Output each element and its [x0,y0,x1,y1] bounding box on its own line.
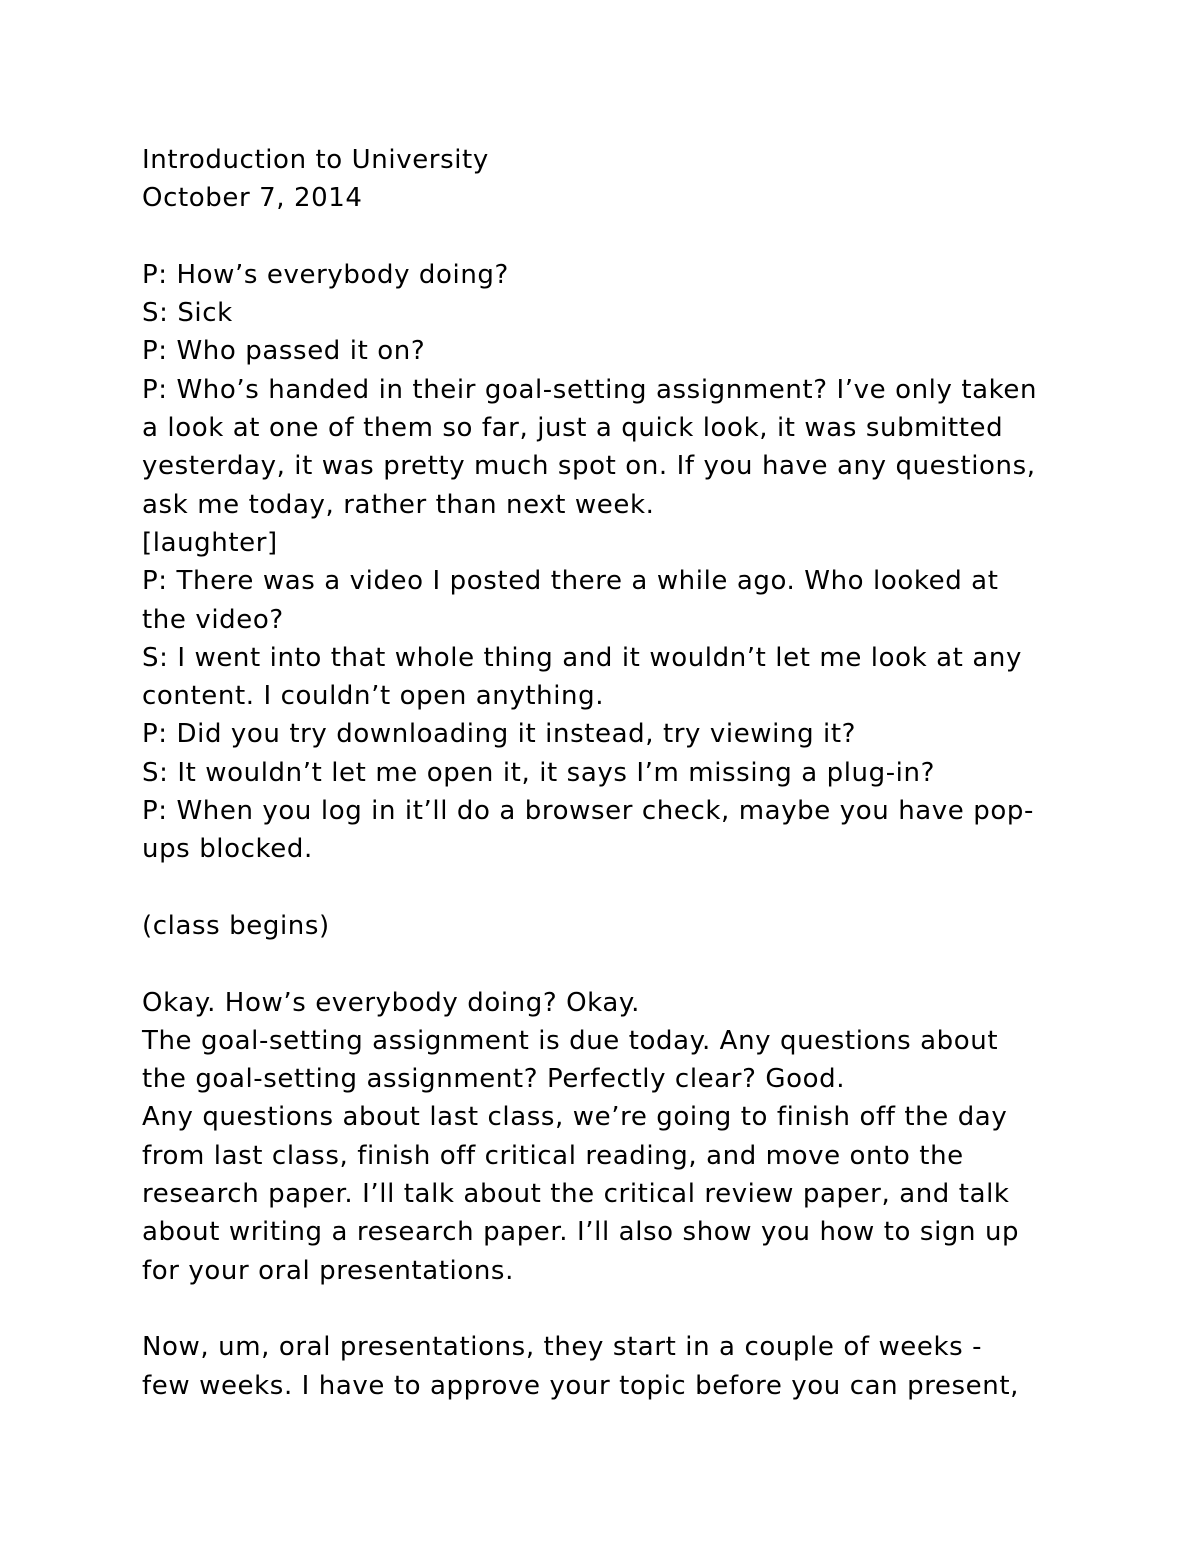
blank-line [142,218,1072,256]
transcript-line: a look at one of them so far, just a quick look, it was submitted [142,413,1004,444]
transcript-line: content. I couldn’t open anything. [142,681,605,712]
transcript-line: P: Did you try downloading it instead, try viewing it? [142,719,857,750]
transcript-line: the video? [142,604,284,635]
transcript-line: ups blocked. [142,834,313,865]
transcript-line: few weeks. I have to approve your topic before you can present, [142,1370,1019,1401]
transcript-line: research paper. I’ll talk about the critical review paper, and talk [142,1179,1010,1210]
document-title: Introduction to University [142,145,489,175]
transcript-line: for your oral presentations. [142,1255,514,1286]
transcript-body [142,141,1072,1405]
transcript-line: P: Who’s handed in their goal-setting assignment? I’ve only taken [142,374,1038,405]
blank-line [142,869,1072,907]
transcript-line: P: When you log in it’ll do a browser check, maybe you have pop- [142,796,1034,827]
transcript-line: S: It wouldn’t let me open it, it says I’m missing a plug-in? [142,757,935,788]
transcript-line: The goal-setting assignment is due today. Any questions about [142,1025,999,1056]
transcript-line: (class begins) [142,910,330,941]
transcript-line: about writing a research paper. I’ll also show you how to sign up [142,1217,1020,1248]
document-date: October 7, 2014 [142,183,363,214]
transcript-line: S: Sick [142,298,233,329]
transcript-line: ask me today, rather than next week. [142,489,655,520]
transcript-line: from last class, finish off critical reading, and move onto the [142,1140,964,1171]
transcript-lines [142,256,1072,1405]
blank-line [142,945,1072,983]
transcript-line: Okay. How’s everybody doing? Okay. [142,987,641,1018]
transcript-line: P: Who passed it on? [142,336,426,367]
transcript-line: P: How’s everybody doing? [142,259,509,290]
transcript-line: [laughter] [142,527,278,558]
blank-line [142,1290,1072,1328]
transcript-line: yesterday, it was pretty much spot on. If you have any questions, [142,451,1036,482]
transcript-line: S: I went into that whole thing and it wouldn’t let me look at any [142,642,1022,673]
transcript-line: P: There was a video I posted there a while ago. Who looked at [142,566,999,597]
transcript-line: the goal-setting assignment? Perfectly clear? Good. [142,1064,846,1095]
transcript-line: Now, um, oral presentations, they start in a couple of weeks - [142,1332,983,1363]
transcript-line: Any questions about last class, we’re going to finish off the day [142,1102,1008,1133]
